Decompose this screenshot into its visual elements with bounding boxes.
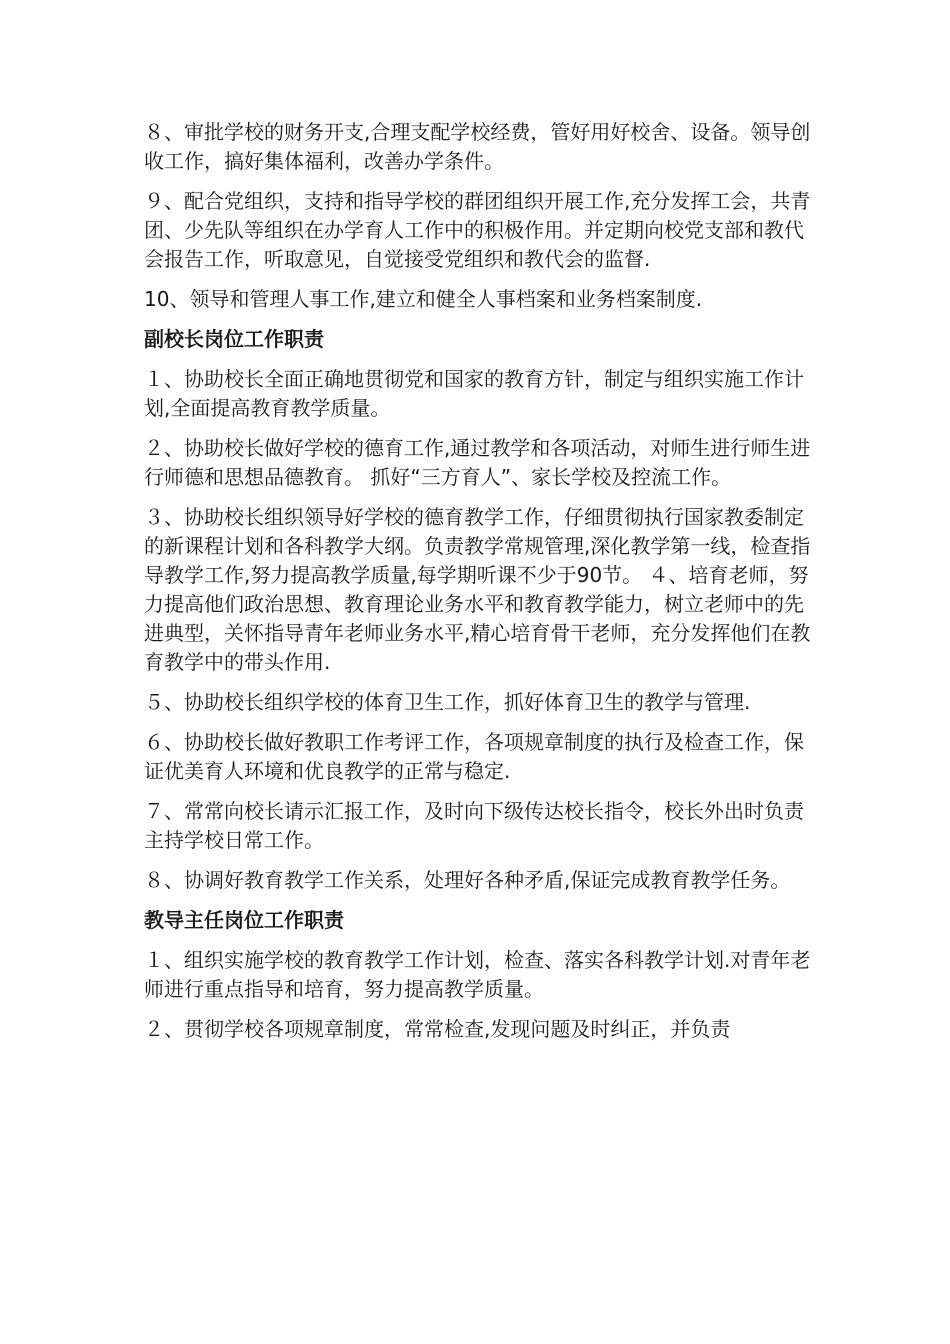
dean-duty-1: １、组织实施学校的教育教学工作计划，检查、落实各科教学计划.对青年老师进行重点指导和培育，努力提高教学质量。 [144,948,811,1001]
vice-principal-heading: 副校长岗位工作职责 [144,327,324,351]
vice-principal-duty-8: ８、协调好教育教学工作关系，处理好各种矛盾,保证完成教育教学任务。 [144,868,791,892]
dean-duty-2: ２、贯彻学校各项规章制度，常常检查,发现问题及时纠正，并负责 [144,1017,731,1041]
vice-principal-duty-1: １、协助校长全面正确地贯彻党和国家的教育方针，制定与组织实施工作计划,全面提高教育教学质量。 [144,367,804,420]
document-page [144,118,812,1055]
principal-duty-9: ９、配合党组织，支持和指导学校的群团组织开展工作,充分发挥工会，共青团、少先队等组织在办学育人工作中的积极作用。并定期向校党支部和教代会报告工作，听取意见，自觉接受党组织和教代会的监督. [144,189,811,271]
vice-principal-duty-7: ７、常常向校长请示汇报工作，及时向下级传达校长指令，校长外出时负责主持学校日常工作。 [144,799,804,852]
principal-duty-10: 10、领导和管理人事工作,建立和健全人事档案和业务档案制度. [144,287,703,311]
vice-principal-duty-3-4: ３、协助校长组织领导好学校的德育教学工作，仔细贯彻执行国家教委制定的新课程计划和各科教学大纲。负责教学常规管理,深化教学第一线，检查指导教学工作,努力提高教学质量,每学期听课不少于90节。 ４、培育老师，努力提高他们政治思想、教育理论业务水平和教育教学能力，树立老师中的先进典型，关怀指导青年老师业务水平,精心培育骨干老师，充分发挥他们在教育教学中的带头作用. [144,505,811,674]
vice-principal-duty-2: ２、协助校长做好学校的德育工作,通过教学和各项活动，对师生进行师生进行师德和思想品德教育。 抓好“三方育人”、家长学校及控流工作。 [144,436,811,489]
vice-principal-duty-6: ６、协助校长做好教职工作考评工作，各项规章制度的执行及检查工作，保证优美育人环境和优良教学的正常与稳定. [144,730,804,783]
dean-heading: 教导主任岗位工作职责 [144,908,344,932]
principal-duty-8: ８、审批学校的财务开支,合理支配学校经费，管好用好校舍、设备。领导创收工作，搞好集体福利，改善办学条件。 [144,120,811,173]
vice-principal-duty-5: ５、协助校长组织学校的体育卫生工作，抓好体育卫生的教学与管理. [144,690,751,714]
